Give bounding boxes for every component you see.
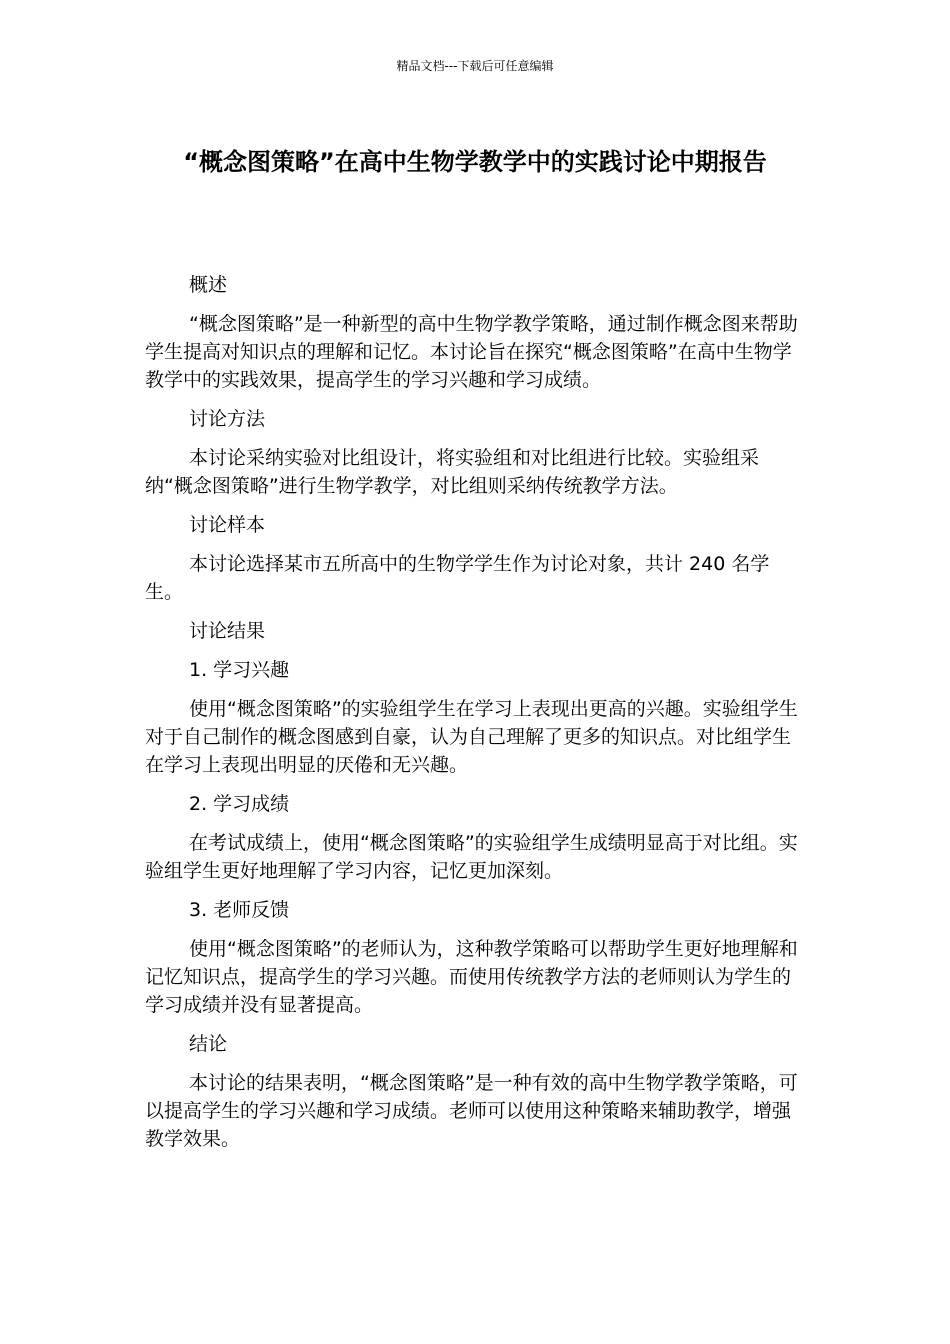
section-heading-results: 讨论结果	[189, 620, 266, 642]
paragraph-grades: 在考试成绩上，使用“概念图策略”的实验组学生成绩明显高于对比组。实验组学生更好地理解了学习内容，记忆更加深刻。	[145, 832, 798, 882]
document-body	[145, 271, 805, 1153]
subsection-heading-grades: 2. 学习成绩	[189, 793, 290, 815]
section-heading-conclusion: 结论	[189, 1033, 228, 1055]
section-heading-overview: 概述	[189, 274, 228, 296]
paragraph-overview: “概念图策略”是一种新型的高中生物学教学策略，通过制作概念图来帮助学生提高对知识点的理解和记忆。本讨论旨在探究“概念图策略”在高中生物学教学中的实践效果，提高学生的学习兴趣和学习成绩。	[145, 313, 798, 391]
header-note: 精品文档---下载后可任意编辑	[396, 59, 554, 73]
paragraph-conclusion: 本讨论的结果表明，“概念图策略”是一种有效的高中生物学教学策略，可以提高学生的学习兴趣和学习成绩。老师可以使用这种策略来辅助教学，增强教学效果。	[145, 1072, 798, 1150]
document-title: “概念图策略”在高中生物学教学中的实践讨论中期报告	[183, 148, 767, 176]
subsection-heading-interest: 1. 学习兴趣	[189, 659, 290, 681]
section-heading-method: 讨论方法	[189, 408, 266, 430]
paragraph-interest: 使用“概念图策略”的实验组学生在学习上表现出更高的兴趣。实验组学生对于自己制作的概念图感到自豪，认为自己理解了更多的知识点。对比组学生在学习上表现出明显的厌倦和无兴趣。	[145, 698, 798, 776]
paragraph-sample: 本讨论选择某市五所高中的生物学学生作为讨论对象，共计 240 名学生。	[145, 553, 770, 603]
subsection-heading-teacher-feedback: 3. 老师反馈	[189, 899, 290, 921]
paragraph-teacher-feedback: 使用“概念图策略”的老师认为，这种教学策略可以帮助学生更好地理解和记忆知识点，提高学生的学习兴趣。而使用传统教学方法的老师则认为学生的学习成绩并没有显著提高。	[145, 938, 798, 1016]
section-heading-sample: 讨论样本	[189, 514, 266, 536]
paragraph-method: 本讨论采纳实验对比组设计，将实验组和对比组进行比较。实验组采纳“概念图策略”进行生物学教学，对比组则采纳传统教学方法。	[145, 447, 760, 497]
